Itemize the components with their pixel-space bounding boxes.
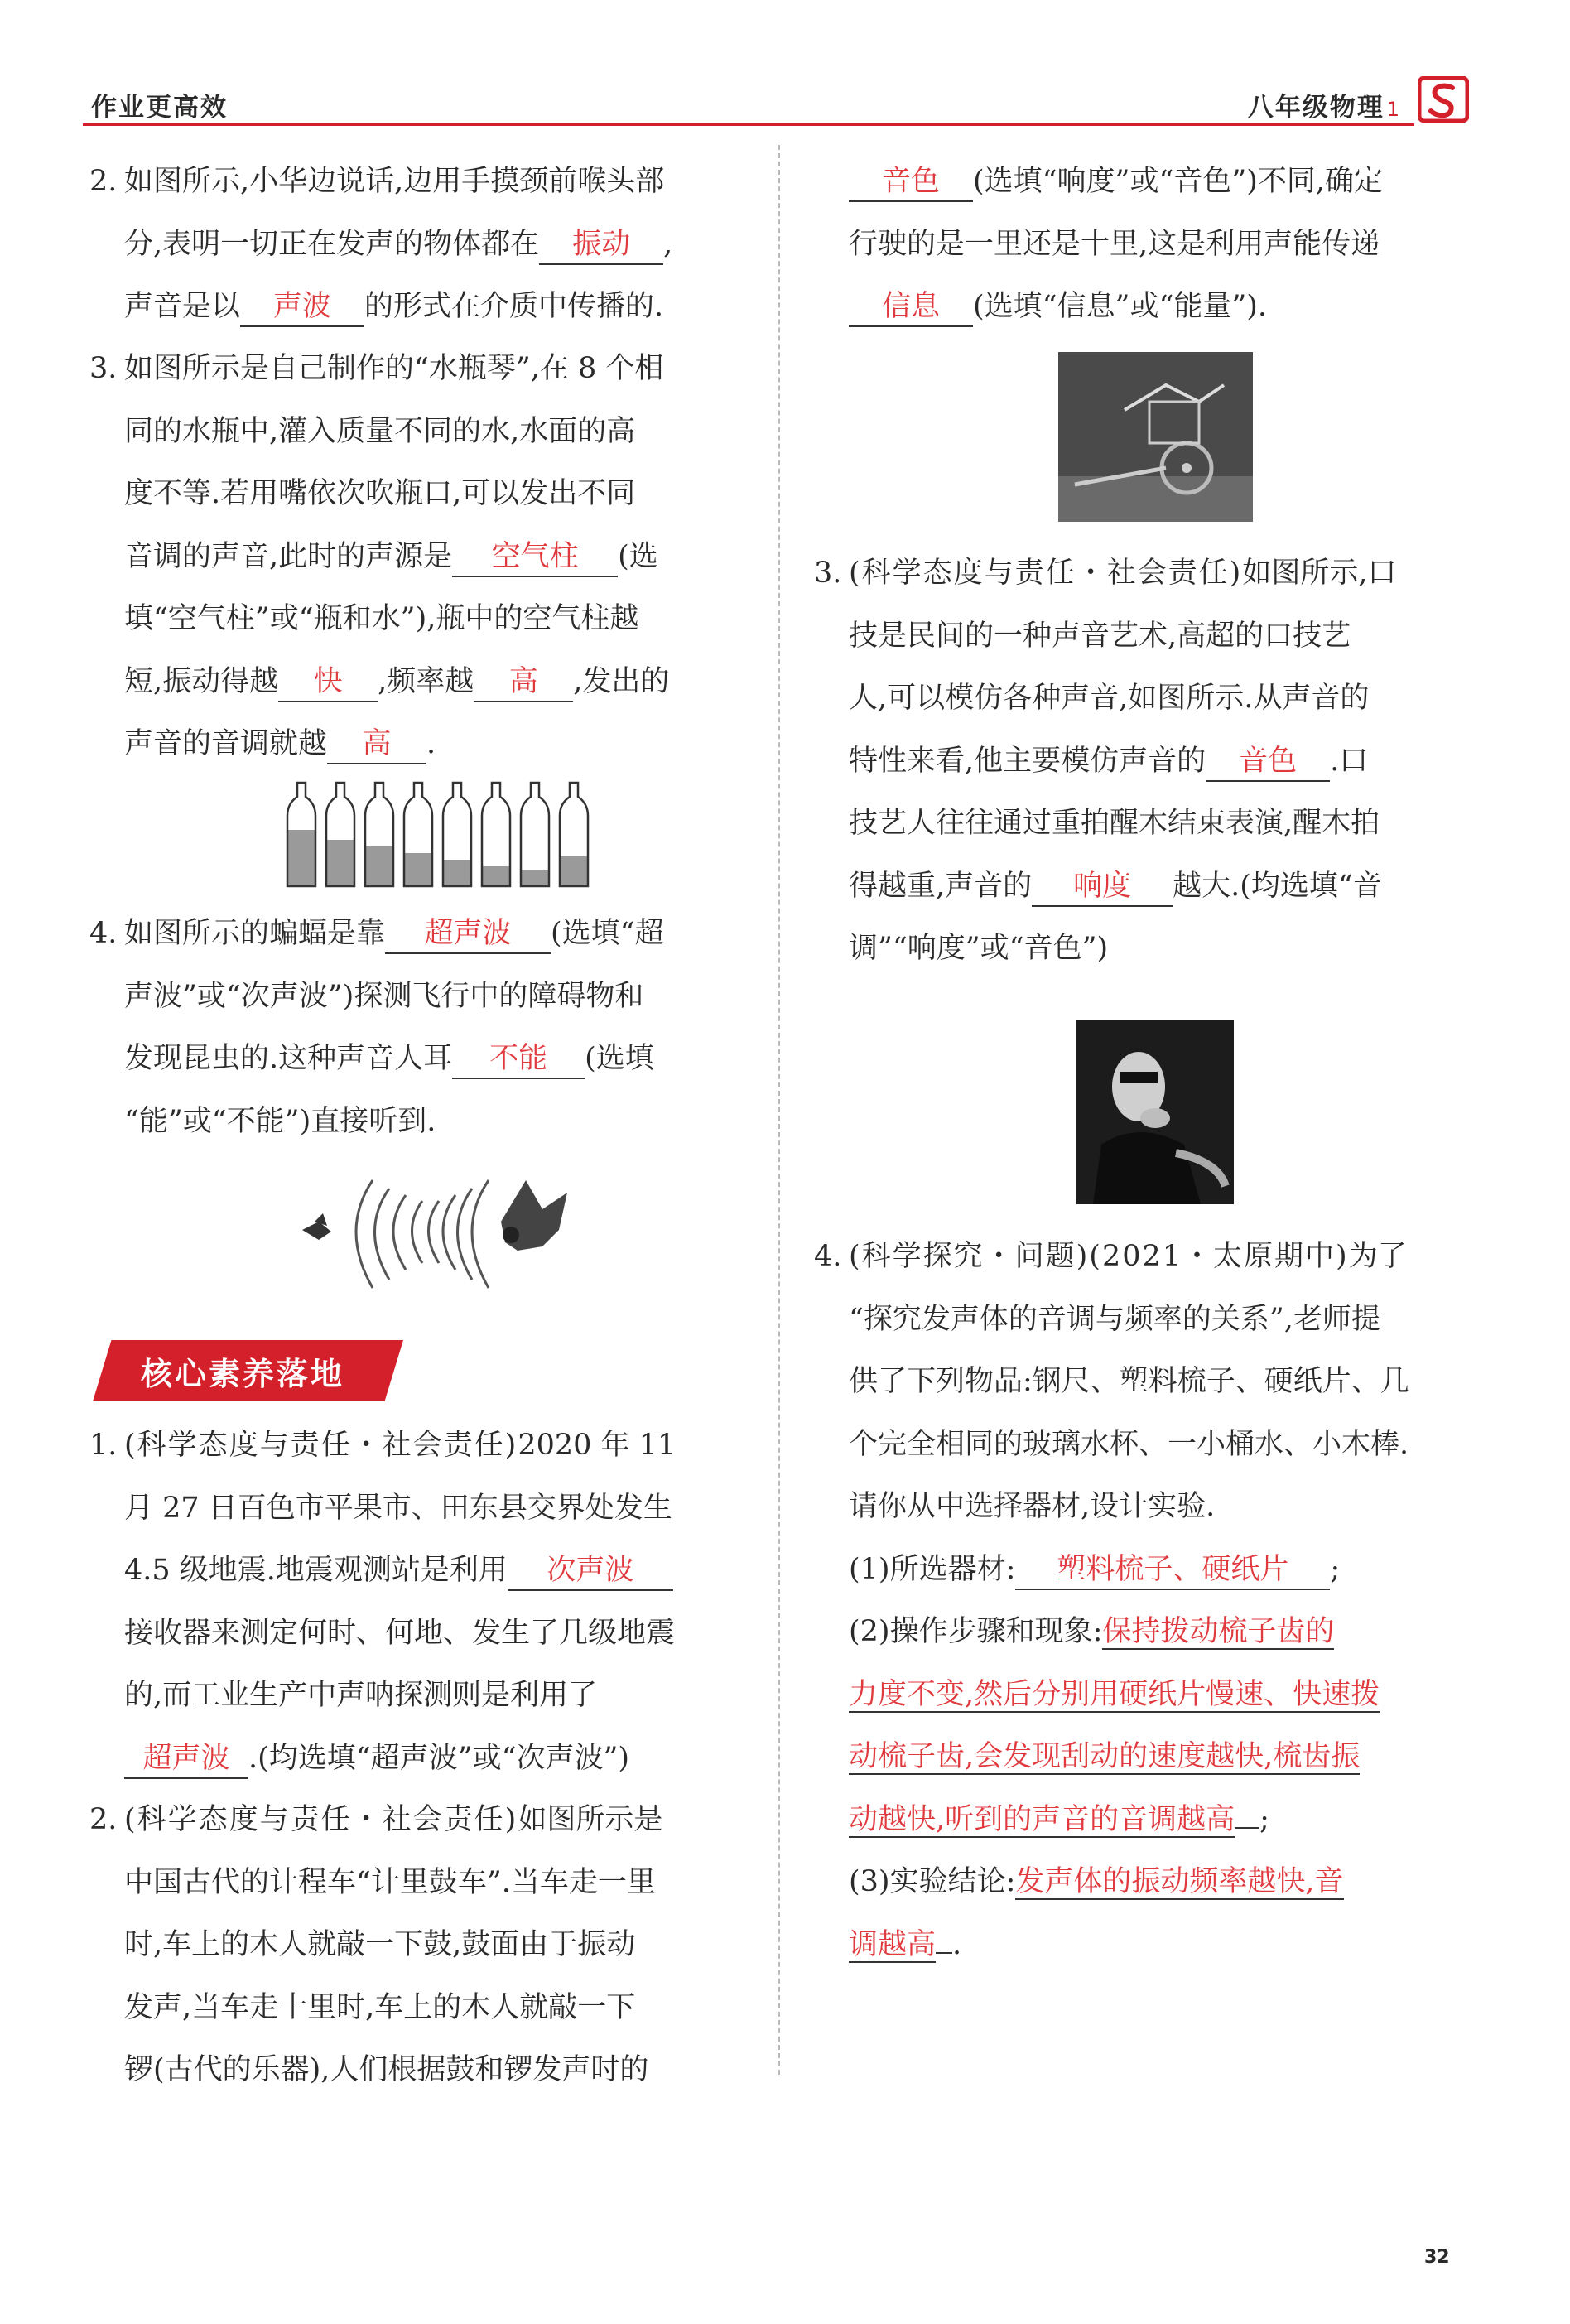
answer-blank[interactable]: 音色 — [1206, 742, 1330, 782]
drum-cart-photo — [1058, 352, 1253, 522]
core-question-2: 2. (科学态度与责任・社会责任)如图所示是 中国古代的计程车“计里鼓车”.当车走一里 时,车上的木人就敲一下鼓,鼓面由于振动 发声,当车走十里时,车上的木人就敲一下 锣(古代的乐器),人们根据鼓和锣发声时的 — [89, 1803, 663, 2086]
ventriloquist-photo — [1076, 1020, 1234, 1204]
drum-cart-icon — [1058, 352, 1253, 522]
column-divider — [778, 145, 780, 2075]
section-banner — [93, 1340, 403, 1401]
bat-echolocation-icon — [294, 1164, 580, 1300]
core-question-1: 1. (科学态度与责任・社会责任)2020 年 11 月 27 日百色市平果市、田东县交界处发生 4.5 级地震.地震观测站是利用 次声波 接收器来测定何时、何地、发生了几级地震 的,而工业生产中声呐探测则是利用了 超声波 .(均选填“超声波”或“次声波”) — [124, 1415, 745, 1790]
answer-blank[interactable]: 塑料梳子、硬纸片 — [1015, 1550, 1330, 1590]
question-2: 2. 如图所示,小华边说话,边用手摸颈前喉头部 分,表明一切正在发声的物体都在 振动 , 声音是以 声波 的形式在介质中传播的. — [124, 151, 745, 339]
question-3: 3. 如图所示是自己制作的“水瓶琴”,在 8 个相 同的水瓶中,灌入质量不同的水,水面的高 度不等.若用嘴依次吹瓶口,可以发出不同 音调的声音,此时的声源是 空气柱 (选 填“空气柱”或“瓶和水”),瓶中的空气柱越 短,振动得越 快 ,频率越 高 ,发出的 声音的音调就越 高 . — [124, 338, 745, 776]
volume-number: 1 — [1386, 98, 1401, 121]
answer-blank[interactable]: 高 — [474, 663, 573, 702]
bottle — [443, 783, 471, 886]
bottle-water — [326, 840, 354, 886]
bottle-water — [521, 870, 549, 886]
page-number: 32 — [1424, 2247, 1450, 2268]
bottle — [560, 783, 588, 886]
performer-icon — [1076, 1020, 1234, 1204]
water-bottles-figure — [283, 779, 590, 890]
header-right-title — [1248, 86, 1401, 123]
header-left-title: 作业更高效 — [91, 93, 228, 123]
publisher-logo-icon — [1418, 76, 1469, 123]
answer-text[interactable]: 力度不变,然后分别用硬纸片慢速、快速拨 — [849, 1677, 1380, 1711]
bottle — [482, 783, 510, 886]
bottle — [365, 783, 393, 886]
core-question-3: 3. (科学态度与责任・社会责任)如图所示,口 技是民间的一种声音艺术,高超的口技艺 人,可以模仿各种声音,如图所示.从声音的 特性来看,他主要模仿声音的 音色 .口 技艺人往往通过重拍醒木结束表演,醒木拍 得越重,声音的 响度 越大.(均选填“音 调”“响度”或“音色”) — [814, 557, 1397, 965]
answer-text[interactable]: 动梳子齿,会发现刮动的速度越快,梳齿振 — [849, 1740, 1361, 1773]
answer-blank[interactable]: 次声波 — [508, 1551, 673, 1591]
answer-blank[interactable]: 不能 — [452, 1039, 585, 1079]
answer-blank[interactable]: 响度 — [1032, 867, 1173, 907]
bottle — [287, 783, 315, 886]
core-question-2-continued: 音色 (选填“响度”或“音色”)不同,确定 行驶的是一里还是十里,这是利用声能传递 信息 (选填“信息”或“能量”). — [849, 151, 1478, 339]
answer-blank[interactable]: 快 — [278, 663, 378, 702]
answer-text[interactable]: 发声体的振动频率越快,音 — [1015, 1865, 1344, 1898]
answer-blank[interactable]: 声波 — [240, 287, 364, 327]
answer-text[interactable]: 动越快,听到的声音的音调越高 — [849, 1802, 1235, 1836]
bottle-water — [560, 856, 588, 886]
bottle — [521, 783, 549, 886]
bottle — [326, 783, 354, 886]
core-question-4: 4. (科学探究・问题)(2021・太原期中)为了 “探究发声体的音调与频率的关系”,老师提 供了下列物品:钢尺、塑料梳子、硬纸片、几 个完全相同的玻璃水杯、一小桶水、小木棒. 请你从中选择器材,设计实验. (1)所选器材: 塑料梳子、硬纸片 ; (2)操作步骤和现象:保持拨动梳子齿的 力度不变,然后分别用硬纸片慢速、快速拨 动梳子齿,会发现刮动的速度越快,梳齿振 动越快,听到的声音的音调越高 ; (3)实验结论:发声体的振动频率越快,音 调越高 . — [814, 1240, 1409, 1961]
answer-text[interactable]: 调越高 — [849, 1927, 937, 1961]
answer-blank[interactable]: 振动 — [539, 225, 663, 265]
answer-blank[interactable]: 信息 — [849, 287, 973, 327]
answer-blank[interactable]: 音色 — [849, 162, 973, 202]
bottle — [404, 783, 432, 886]
bottle-water — [443, 860, 471, 886]
bottle-water — [404, 853, 432, 886]
bottle-water — [482, 866, 510, 886]
answer-blank[interactable]: 高 — [327, 725, 426, 764]
question-4: 4. 如图所示的蝙蝠是靠 超声波 (选填“超 声波”或“次声波”)探测飞行中的障碍物和 发现昆虫的.这种声音人耳 不能 (选填 “能”或“不能”)直接听到. — [124, 903, 745, 1153]
bottle-water — [365, 846, 393, 886]
answer-blank[interactable]: 超声波 — [124, 1739, 248, 1779]
bottle-water — [287, 830, 315, 886]
header-rule — [83, 123, 1414, 126]
subject-title: 八年级物理 — [1247, 93, 1385, 123]
answer-blank[interactable]: 空气柱 — [452, 538, 618, 577]
section-banner-title: 核心素养落地 — [141, 1355, 345, 1392]
answer-text[interactable]: 保持拨动梳子齿的 — [1102, 1615, 1335, 1648]
answer-blank[interactable]: 超声波 — [385, 914, 551, 954]
